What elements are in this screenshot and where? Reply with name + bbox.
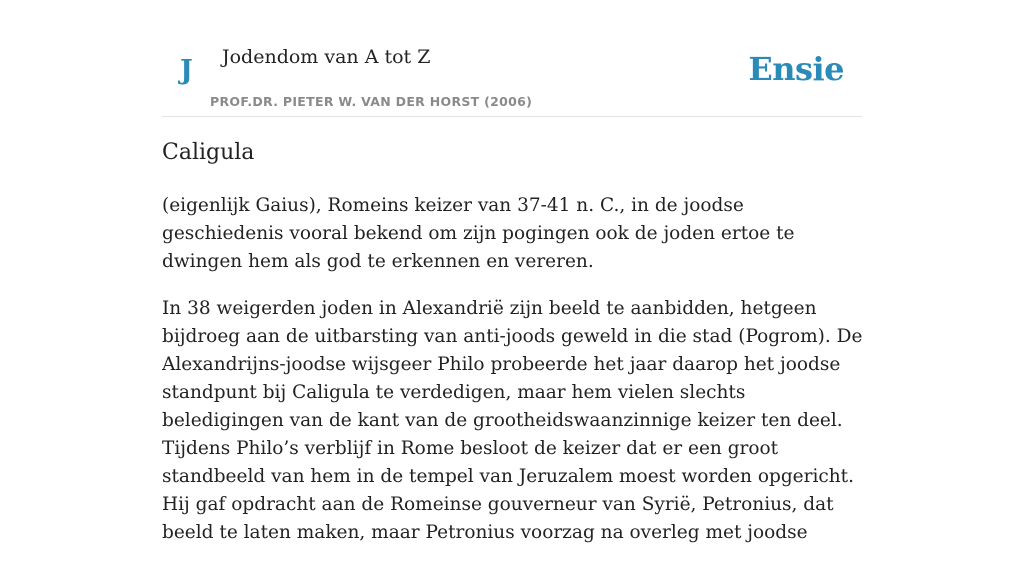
page [162,0,863,543]
entry-title: Caligula [162,140,255,165]
ensie-logo-link[interactable]: Ensie [748,50,844,88]
book-letter-icon: J [180,55,193,86]
entry-body [162,192,866,566]
entry-paragraph: (eigenlijk Gaius), Romeins keizer van 37-41 n. C., in de joodse geschiedenis vooral bekend om zijn pogingen ook de joden ertoe te dwingen hem als god te erkennen en vereren. [162,195,795,272]
book-author: PROF.DR. PIETER W. VAN DER HORST (2006) [210,94,533,109]
entry-paragraph: In 38 weigerden joden in Alexandrië zijn beeld te aanbidden, hetgeen bijdroeg aan de uitbarsting van anti-joods geweld in die stad (Pogrom). De Alexandrijns-joodse wijsgeer Philo probeerde het jaar daarop het joodse standpunt bij Caligula te verdedigen, maar hem vielen slechts beledigingen van de kant van de grootheidswaanzinnige keizer ten deel. Tijdens Philo’s verblijf in Rome besloot de keizer dat er een groot standbeeld van hem in de tempel van Jeruzalem moest worden opgericht. Hij gaf opdracht aan de Romeinse gouverneur van Syrië, Petronius, dat beeld te laten maken, maar Petronius voorzag na overleg met joodse [162,298,863,543]
book-header [162,0,862,117]
book-title-link[interactable]: Jodendom van A tot Z [222,46,431,68]
